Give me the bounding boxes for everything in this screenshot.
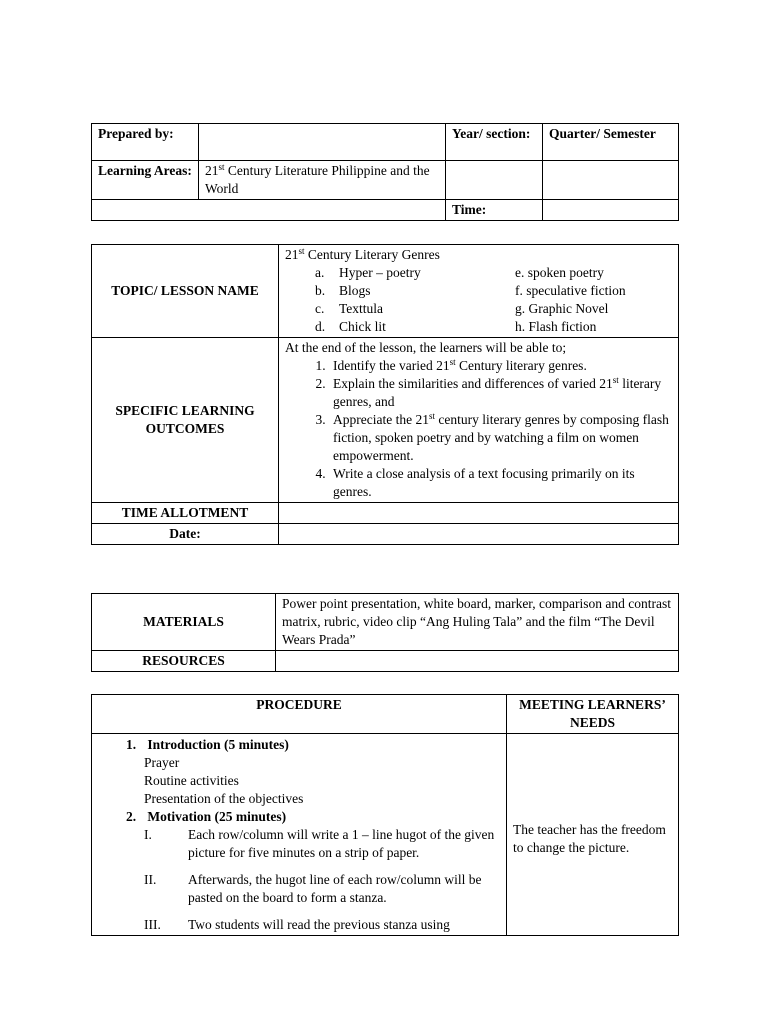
time-value bbox=[543, 200, 679, 221]
materials-value: Power point presentation, white board, marker, comparison and contrast matrix, rubric, video clip “Ang Huling Tala” and the film “The Devil Wears Prada” bbox=[276, 594, 679, 651]
time-label: Time: bbox=[446, 200, 543, 221]
blank-cell bbox=[92, 200, 446, 221]
year-section-value bbox=[446, 161, 543, 200]
materials-table bbox=[91, 593, 679, 672]
quarter-semester-label: Quarter/ Semester bbox=[543, 124, 679, 161]
outcomes-cell bbox=[279, 338, 679, 503]
topic-label: TOPIC/ LESSON NAME bbox=[92, 245, 279, 338]
outcomes-intro: At the end of the lesson, the learners will be able to; bbox=[285, 340, 567, 355]
procedure-header: PROCEDURE bbox=[92, 695, 507, 734]
materials-label: MATERIALS bbox=[92, 594, 276, 651]
learning-areas-label: Learning Areas: bbox=[92, 161, 199, 200]
procedure-subitem: Presentation of the objectives bbox=[144, 791, 304, 806]
resources-label: RESOURCES bbox=[92, 651, 276, 672]
header-table bbox=[91, 123, 679, 221]
procedure-subitem: Prayer bbox=[144, 755, 180, 770]
procedure-cell bbox=[92, 734, 507, 936]
roman-numeral: II. bbox=[144, 872, 157, 887]
roman-numeral: III. bbox=[144, 917, 161, 932]
topic-title: 21st Century Literary Genres bbox=[285, 246, 440, 262]
genre-item: f. speculative fiction bbox=[515, 283, 626, 298]
outcomes-label: SPECIFIC LEARNING OUTCOMES bbox=[92, 338, 279, 503]
date-label: Date: bbox=[92, 524, 279, 545]
time-allotment-label: TIME ALLOTMENT bbox=[92, 503, 279, 524]
quarter-semester-value bbox=[543, 161, 679, 200]
prepared-by-label: Prepared by: bbox=[92, 124, 199, 161]
learners-needs-note: The teacher has the freedom to change the picture. bbox=[513, 822, 666, 855]
motivation-item: Two students will read the previous stanza using bbox=[188, 917, 450, 932]
outcome-item: 2. Explain the similarities and differences of varied 21st literary genres, and bbox=[329, 375, 672, 411]
roman-numeral: I. bbox=[144, 827, 152, 842]
motivation-list bbox=[92, 826, 500, 934]
procedure-subitem: Routine activities bbox=[144, 773, 239, 788]
procedure-step: 1. Introduction (5 minutes) bbox=[126, 737, 289, 752]
motivation-item: Afterwards, the hugot line of each row/column will be pasted on the board to form a stanza. bbox=[188, 872, 482, 905]
genre-item: e. spoken poetry bbox=[515, 265, 604, 280]
genre-item: c. Texttula bbox=[315, 301, 384, 316]
outcomes-list bbox=[285, 357, 672, 501]
prepared-by-value bbox=[199, 124, 446, 161]
genre-item: d. Chick lit bbox=[315, 319, 386, 334]
learning-areas-value: 21st Century Literature Philippine and the World bbox=[199, 161, 446, 200]
motivation-item: Each row/column will write a 1 – line hugot of the given picture for five minutes on a strip of paper. bbox=[188, 827, 495, 860]
procedure-table bbox=[91, 694, 679, 936]
learners-needs-cell bbox=[507, 734, 679, 936]
resources-value bbox=[276, 651, 679, 672]
outcome-item: 4. Write a close analysis of a text focusing primarily on its genres. bbox=[329, 465, 672, 501]
genre-item: a. Hyper – poetry bbox=[315, 265, 421, 280]
genre-item: h. Flash fiction bbox=[515, 319, 597, 334]
date-value bbox=[279, 524, 679, 545]
learners-needs-header: MEETING LEARNERS’ NEEDS bbox=[507, 695, 679, 734]
lesson-table bbox=[91, 244, 679, 545]
outcome-item: 1. Identify the varied 21st Century literary genres. bbox=[329, 357, 672, 375]
outcome-item: 3. Appreciate the 21st century literary genres by composing flash fiction, spoken poetry and by watching a film on women empowerment. bbox=[329, 411, 672, 465]
genre-item: g. Graphic Novel bbox=[515, 301, 609, 316]
time-allotment-value bbox=[279, 503, 679, 524]
genre-list bbox=[285, 264, 672, 336]
year-section-label: Year/ section: bbox=[446, 124, 543, 161]
genre-item: b. Blogs bbox=[315, 283, 371, 298]
topic-cell bbox=[279, 245, 679, 338]
procedure-step: 2. Motivation (25 minutes) bbox=[126, 809, 287, 824]
